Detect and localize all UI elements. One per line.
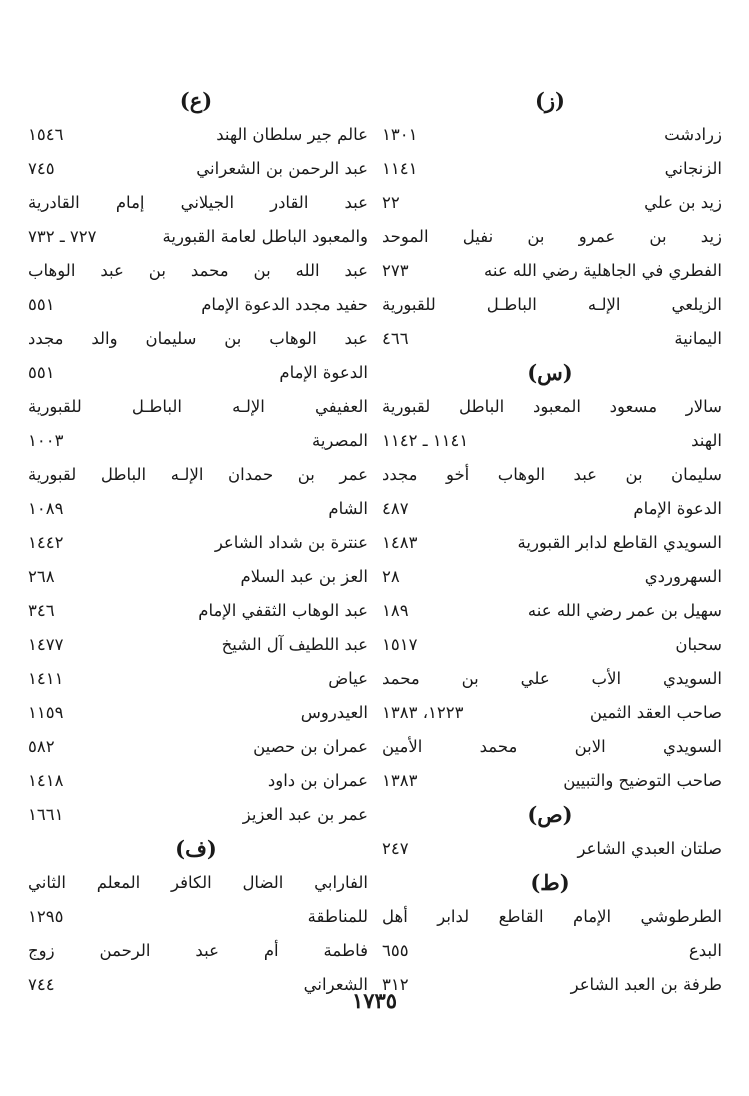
- entry-page: ٧٢٧ ـ ٧٣٢: [28, 227, 97, 246]
- entry-page: ١٠٠٣: [28, 431, 64, 450]
- letter-heading: (ع): [179, 88, 213, 113]
- letter-heading: (س): [527, 360, 573, 385]
- entry-page: ٢٨: [382, 567, 400, 586]
- entry-name: عمران بن داود: [267, 771, 368, 790]
- entry-page: ٥٥١: [28, 295, 55, 314]
- index-entry: [24, 322, 368, 356]
- entry-name: الفارابي الضال الكافر المعلم الثاني: [28, 873, 368, 892]
- entry-page: [378, 662, 382, 696]
- index-entry: [24, 526, 368, 560]
- entry-name: السويدي القاطع لدابر القبورية: [517, 533, 722, 552]
- entry-page: [24, 254, 28, 288]
- index-entry: [378, 832, 722, 866]
- entry-name: الدعوة الإمام: [279, 363, 368, 382]
- index-entry: [378, 152, 722, 186]
- entry-name: سحبان: [675, 635, 722, 654]
- entry-page: ١٦٦١: [28, 805, 64, 824]
- index-entry: [24, 356, 368, 390]
- index-entry: [378, 560, 722, 594]
- entry-name: صلتان العبدي الشاعر: [577, 839, 722, 858]
- index-entry: [378, 220, 722, 254]
- entry-name: الزيلعي الإلـه الباطـل للقبورية: [382, 295, 722, 314]
- index-entry: [24, 900, 368, 934]
- letter-heading: (ف): [175, 836, 217, 861]
- entry-page: ٢٧٣: [382, 261, 409, 280]
- entry-page: [378, 900, 382, 934]
- entry-name: عبد الرحمن بن الشعراني: [196, 159, 368, 178]
- entry-page: ٧٤٤: [28, 975, 55, 994]
- entry-name: عبد الله بن محمد بن عبد الوهاب: [28, 261, 368, 280]
- entry-name: زيد بن علي: [644, 193, 722, 212]
- entry-page: [24, 390, 28, 424]
- entry-name: السويدي الابن محمد الأمين: [382, 737, 722, 756]
- entry-name: والمعبود الباطل لعامة القبورية: [162, 227, 368, 246]
- entry-page: ١٢٢٣، ١٣٨٣: [382, 703, 464, 722]
- index-entry: [24, 798, 368, 832]
- entry-page: [24, 866, 28, 900]
- entry-name: الطرطوشي الإمام القاطع لدابر أهل: [382, 907, 722, 926]
- index-entry: [378, 764, 722, 798]
- entry-page: ١٤٤٢: [28, 533, 64, 552]
- entry-page: ١١٥٩: [28, 703, 64, 722]
- entry-page: ١٨٩: [382, 601, 409, 620]
- index-entry: [378, 492, 722, 526]
- entry-page: [378, 730, 382, 764]
- index-entry: [24, 492, 368, 526]
- index-entry: [24, 730, 368, 764]
- letter-heading: (ص): [527, 802, 573, 827]
- entry-page: [24, 934, 28, 968]
- entry-page: ٣٤٦: [28, 601, 55, 620]
- index-entry: [378, 254, 722, 288]
- entry-page: [378, 390, 382, 424]
- index-entry: [24, 866, 368, 900]
- index-entry: [24, 118, 368, 152]
- entry-name: الهند: [691, 431, 722, 450]
- entry-name: عالم جير سلطان الهند: [216, 125, 368, 144]
- entry-page: ٤٨٧: [382, 499, 409, 518]
- index-entry: [24, 390, 368, 424]
- entry-page: ١٤١٨: [28, 771, 64, 790]
- index-entry: [378, 322, 722, 356]
- entry-page: ٦٥٥: [382, 941, 409, 960]
- entry-name: السهروردي: [644, 567, 722, 586]
- entry-page: [378, 220, 382, 254]
- entry-name: الشام: [328, 499, 368, 518]
- entry-page: ٥٨٢: [28, 737, 55, 756]
- entry-name: السويدي الأب علي بن محمد: [382, 669, 722, 688]
- index-entry: [378, 424, 722, 458]
- index-entry: [24, 254, 368, 288]
- entry-name: الدعوة الإمام: [633, 499, 722, 518]
- index-entry: [24, 934, 368, 968]
- entry-page: ٧٤٥: [28, 159, 55, 178]
- index-entry: [24, 628, 368, 662]
- index-entry: [24, 594, 368, 628]
- entry-name: فاطمة أم عبد الرحمن زوج: [28, 941, 368, 960]
- entry-page: ١٣٨٣: [382, 771, 418, 790]
- entry-name: صاحب التوضيح والتبيين: [563, 771, 722, 790]
- index-entry: [24, 220, 368, 254]
- entry-name: الزنجاني: [664, 159, 722, 178]
- index-entry: [24, 424, 368, 458]
- entry-page: ٣١٢: [382, 975, 409, 994]
- index-entry: [24, 560, 368, 594]
- entry-name: عياض: [328, 669, 368, 688]
- entry-page: ١١٤١: [382, 159, 418, 178]
- index-entry: [378, 730, 722, 764]
- entry-name: عبد اللطيف آل الشيخ: [221, 635, 368, 654]
- index-entry: [24, 458, 368, 492]
- index-entry: [378, 288, 722, 322]
- index-entry: [378, 934, 722, 968]
- index-entry: [24, 696, 368, 730]
- entry-name: عبد القادر الجيلاني إمام القادرية: [28, 193, 368, 212]
- entry-page: [24, 322, 28, 356]
- index-entry: [24, 152, 368, 186]
- entry-name: العيدروس: [300, 703, 368, 722]
- entry-name: زيد بن عمرو بن نفيل الموحد: [382, 227, 722, 246]
- index-entry: [24, 764, 368, 798]
- entry-page: ١٥٤٦: [28, 125, 64, 144]
- index-entry: [378, 118, 722, 152]
- entry-page: [378, 288, 382, 322]
- entry-name: عمران بن حصين: [253, 737, 368, 756]
- entry-name: عمر بن حمدان الإلـه الباطل لقبورية: [28, 465, 368, 484]
- entry-name: للمناطقة: [307, 907, 368, 926]
- index-entry: [378, 458, 722, 492]
- entry-name: سالار مسعود المعبود الباطل لقبورية: [382, 397, 722, 416]
- entry-page: ٢٤٧: [382, 839, 409, 858]
- entry-page: [24, 186, 28, 220]
- entry-name: العفيفي الإلـه الباطـل للقبورية: [28, 397, 368, 416]
- entry-page: ٤٦٦: [382, 329, 409, 348]
- page-number: ١٧٣٥: [351, 988, 398, 1013]
- entry-page: [378, 458, 382, 492]
- entry-page: ١٤٨٣: [382, 533, 418, 552]
- entry-page: ١٤٧٧: [28, 635, 64, 654]
- entry-page: ٥٥١: [28, 363, 55, 382]
- entry-page: ١٤١١: [28, 669, 64, 688]
- entry-name: سليمان بن عبد الوهاب أخو مجدد: [382, 465, 722, 484]
- index-entry: [378, 594, 722, 628]
- index-entry: [378, 186, 722, 220]
- index-entry: [24, 288, 368, 322]
- entry-name: الفطري في الجاهلية رضي الله عنه: [484, 261, 722, 280]
- right-column: [378, 84, 722, 1002]
- entry-name: عمر بن عبد العزيز: [242, 805, 368, 824]
- index-entry: [378, 628, 722, 662]
- entry-name: طرفة بن العبد الشاعر: [570, 975, 722, 994]
- entry-page: ١٢٩٥: [28, 907, 64, 926]
- index-entry: [378, 390, 722, 424]
- entry-name: العز بن عبد السلام: [240, 567, 368, 586]
- index-entry: [24, 186, 368, 220]
- entry-page: ١٣٠١: [382, 125, 418, 144]
- entry-name: البدع: [688, 941, 722, 960]
- entry-page: ٢٢: [382, 193, 400, 212]
- index-entry: [378, 900, 722, 934]
- entry-name: عنترة بن شداد الشاعر: [214, 533, 368, 552]
- index-entry: [24, 662, 368, 696]
- entry-page: ١١٤١ ـ ١١٤٢: [382, 431, 469, 450]
- letter-heading: (ط): [530, 870, 570, 895]
- entry-name: اليمانية: [674, 329, 722, 348]
- entry-page: ٢٦٨: [28, 567, 55, 586]
- entry-page: ١٥١٧: [382, 635, 418, 654]
- entry-name: زرادشت: [664, 125, 722, 144]
- entry-name: سهيل بن عمر رضي الله عنه: [527, 601, 722, 620]
- entry-name: عبد الوهاب بن سليمان والد مجدد: [28, 329, 368, 348]
- entry-name: عبد الوهاب الثقفي الإمام: [198, 601, 368, 620]
- index-entry: [378, 696, 722, 730]
- letter-heading: (ز): [534, 88, 565, 113]
- entry-name: حفيد مجدد الدعوة الإمام: [201, 295, 368, 314]
- index-entry: [378, 526, 722, 560]
- entry-name: المصرية: [311, 431, 368, 450]
- entry-page: [24, 458, 28, 492]
- entry-page: ١٠٨٩: [28, 499, 64, 518]
- index-entry: [378, 662, 722, 696]
- entry-name: صاحب العقد الثمين: [589, 703, 722, 722]
- entry-name: الشعراني: [303, 975, 368, 994]
- left-column: [24, 84, 368, 1002]
